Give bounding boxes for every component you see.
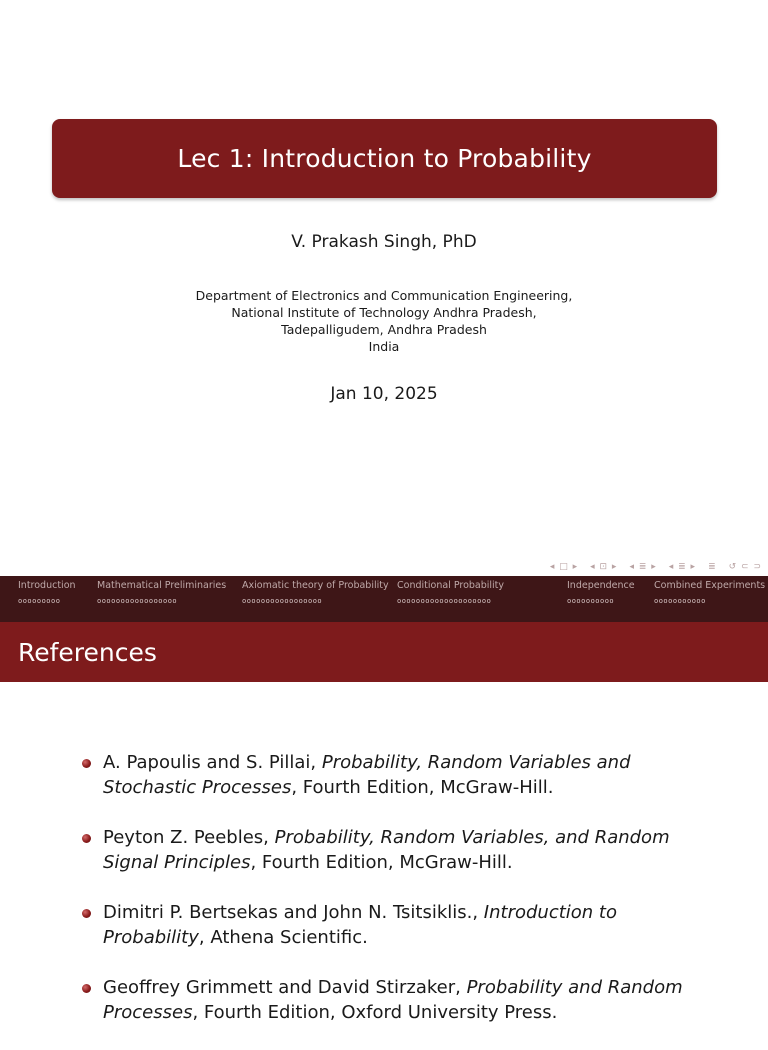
ref-details: , Fourth Edition, Oxford University Press. [192, 1002, 558, 1023]
section-link-conditional-probability[interactable]: Conditional Probability [397, 580, 505, 591]
section-link-independence[interactable]: Independence [567, 580, 635, 591]
frame-dots[interactable]: ooooooooooooooooo [97, 597, 178, 605]
bullet-icon [82, 834, 91, 843]
presentation-date: Jan 10, 2025 [330, 384, 438, 404]
title-box [52, 119, 717, 198]
section-link-axiomatic-theory[interactable]: Axiomatic theory of Probability [242, 580, 389, 591]
nav-frame-icon[interactable]: ◂ □ ▸ [549, 562, 579, 572]
ref-authors: A. Papoulis and S. Pillai, [103, 752, 322, 773]
frame-dots[interactable]: oooooooooooooooooooo [397, 597, 492, 605]
affiliation-line: Department of Electronics and Communication Engineering, [195, 288, 573, 303]
section-link-combined-experiments[interactable]: Combined Experiments [654, 580, 766, 591]
ref-title: Probability, Random Variables and Stochastic Processes [103, 752, 631, 798]
affiliation-line: India [368, 339, 400, 354]
bullet-icon [82, 909, 91, 918]
frame-dots[interactable]: ooooooooooooooooo [242, 597, 323, 605]
ref-details: , Athena Scientific. [198, 927, 368, 948]
section-link-mathematical-preliminaries[interactable]: Mathematical Preliminaries [97, 580, 227, 591]
ref-details: , Fourth Edition, McGraw-Hill. [291, 777, 554, 798]
section-link-introduction[interactable]: Introduction [18, 580, 76, 591]
section-navigation-bar [0, 576, 768, 622]
list-item [82, 825, 722, 875]
frame-dots[interactable]: ooooooooo [18, 597, 61, 605]
affiliation [0, 287, 768, 355]
ref-details: , Fourth Edition, McGraw-Hill. [250, 852, 513, 873]
frame-dots[interactable]: oooooooooo [567, 597, 615, 605]
ref-title: Introduction to Probability [103, 902, 617, 948]
list-item [82, 900, 722, 950]
bullet-icon [82, 759, 91, 768]
nav-document-icon[interactable]: ≣ [708, 562, 717, 572]
reference-list [82, 750, 722, 1050]
nav-section-icon[interactable]: ◂ ≣ ▸ [629, 562, 657, 572]
list-item [82, 750, 722, 800]
presentation-title: Lec 1: Introduction to Probability [177, 144, 592, 173]
frame-dots[interactable]: ooooooooooo [654, 597, 706, 605]
bullet-icon [82, 984, 91, 993]
ref-authors: Peyton Z. Peebles, [103, 827, 275, 848]
ref-title: Probability and Random Processes [103, 977, 683, 1023]
ref-authors: Geoffrey Grimmett and David Stirzaker, [103, 977, 467, 998]
section-list [0, 580, 768, 605]
ref-authors: Dimitri P. Bertsekas and John N. Tsitsiklis., [103, 902, 484, 923]
frame-title-bar [0, 622, 768, 682]
nav-section-icon[interactable]: ◂ ≣ ▸ [668, 562, 697, 572]
references-slide [0, 576, 768, 1024]
author-name: V. Prakash Singh, PhD [291, 232, 477, 252]
ref-title: Probability, Random Variables, and Random Signal Principles [103, 827, 670, 873]
frame-title: References [18, 637, 157, 667]
affiliation-line: National Institute of Technology Andhra Pradesh, [231, 305, 537, 320]
nav-search-icon[interactable]: ↺ ⊂ ⊃ [728, 562, 762, 572]
beamer-navigation-symbols[interactable] [550, 560, 762, 574]
nav-subsection-icon[interactable]: ◂ ⊡ ▸ [590, 562, 618, 572]
affiliation-line: Tadepalligudem, Andhra Pradesh [281, 322, 487, 337]
list-item [82, 975, 722, 1025]
